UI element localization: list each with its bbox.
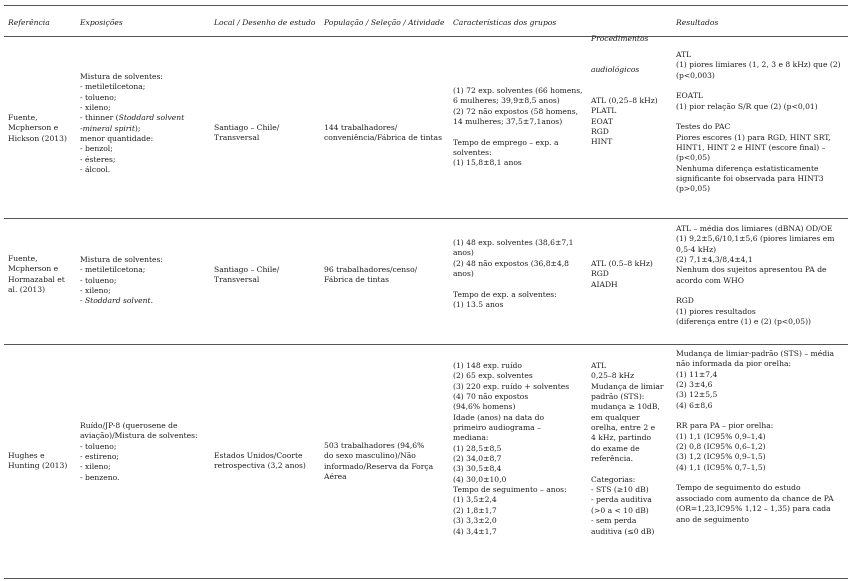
cell-populacao — [324, 265, 417, 286]
cell-populacao — [324, 123, 442, 144]
resultados-line — [676, 286, 834, 296]
caracteristicas-line: (1) 48 exp. solventes (38,6±7,1 — [453, 238, 574, 247]
populacao-line: Fábrica de tintas — [324, 275, 390, 285]
local-line: Santiago – Chile/ — [214, 265, 280, 274]
procedimentos-line — [591, 464, 664, 474]
caracteristicas-line: Idade (anos) na data do — [453, 412, 545, 422]
procedimentos-line: - perda auditiva — [591, 495, 652, 505]
table-bottom-rule — [4, 578, 848, 579]
resultados-line: 0,5-4 kHz) — [676, 244, 717, 254]
procedimentos-line: padrão (STS): — [591, 392, 645, 402]
text-segment: ); — [134, 123, 141, 133]
procedimentos-line: AIADH — [591, 279, 618, 289]
procedimentos-line: 4 kHz, partindo — [591, 433, 652, 443]
header-resultados: Resultados — [676, 18, 719, 27]
caracteristicas-line: 6 mulheres; 39,9±8,5 anos) — [453, 96, 560, 106]
referencia-line: Fuente, — [8, 113, 38, 122]
resultados-line: HINT1, HINT 2 e HINT (escore final) – — [676, 143, 826, 153]
local-line: Transversal — [214, 133, 260, 143]
caracteristicas-line: (2) 65 exp. solventes — [453, 371, 533, 381]
resultados-line — [676, 473, 834, 483]
row-divider — [4, 344, 848, 345]
text-segment: - benzol; — [80, 144, 113, 154]
populacao-line: do sexo masculino)/Não — [324, 451, 416, 461]
text-segment: menor quantidade: — [80, 134, 154, 144]
resultados-line: (2) 3±4,6 — [676, 380, 713, 390]
cell-resultados — [676, 224, 834, 327]
exposicoes-line — [80, 255, 163, 265]
procedimentos-line: mudança ≥ 10dB, — [591, 402, 660, 412]
resultados-line: RGD — [676, 296, 694, 306]
caracteristicas-line: Tempo de exp. a solventes: — [453, 289, 557, 299]
exposicoes-line — [80, 165, 184, 175]
resultados-line: (1) 1,1 (IC95% 0,9–1,4) — [676, 431, 766, 441]
text-segment: - xileno; — [80, 286, 111, 296]
caracteristicas-line: (2) 34,0±8,7 — [453, 454, 502, 464]
procedimentos-line: Categorias: — [591, 474, 636, 484]
caracteristicas-line: Tempo de emprego – exp. a — [453, 137, 559, 147]
resultados-line: significante foi observada para HINT3 — [676, 174, 824, 184]
referencia-line: Hunting (2013) — [8, 461, 68, 471]
cell-procedimentos — [591, 96, 658, 148]
resultados-line: Nenhum dos sujeitos apresentou PA de — [676, 265, 827, 275]
referencia-line: Hormazabal et — [8, 274, 65, 284]
resultados-line: ano de seguimento — [676, 514, 749, 524]
cell-exposicoes — [80, 421, 198, 483]
resultados-line: (2) 7,1±4,3/8,4±4,1 — [676, 255, 753, 265]
resultados-line — [676, 81, 841, 91]
caracteristicas-line: (3) 220 exp. ruído + solventes — [453, 381, 570, 391]
cell-exposicoes — [80, 72, 184, 175]
populacao-line: 144 trabalhadores/ — [324, 123, 398, 132]
procedimentos-line: (>0 a < 10 dB) — [591, 505, 649, 515]
text-segment: Mistura de solventes: — [80, 255, 163, 264]
table-top-rule — [4, 5, 848, 6]
exposicoes-line — [80, 113, 184, 123]
caracteristicas-line: (4) 30,0±10,0 — [453, 474, 507, 484]
exposicoes-line — [80, 431, 198, 441]
caracteristicas-line: anos) — [453, 248, 474, 258]
caracteristicas-line: (94,6% homens) — [453, 402, 516, 412]
local-line: Transversal — [214, 275, 260, 285]
caracteristicas-line: solventes: — [453, 148, 492, 158]
resultados-line: ATL — [676, 50, 692, 59]
cell-exposicoes — [80, 255, 163, 307]
resultados-line: (4) 6±8,6 — [676, 400, 713, 410]
caracteristicas-line: (1) 28,5±8,5 — [453, 443, 502, 453]
cell-procedimentos — [591, 259, 653, 290]
header-procedimentos-line: Procedimentos — [591, 33, 649, 43]
text-segment: aviação)/Mistura de solventes: — [80, 431, 198, 441]
cell-procedimentos — [591, 361, 664, 537]
caracteristicas-line: (2) 72 não expostos (58 homens, — [453, 106, 579, 116]
text-segment: - tolueno; — [80, 275, 117, 285]
exposicoes-line — [80, 82, 184, 92]
text-segment: . — [150, 296, 154, 306]
text-segment: - álcool. — [80, 165, 111, 175]
resultados-line: Testes do PAC — [676, 122, 731, 132]
exposicoes-line — [80, 103, 184, 113]
header-populacao: População / Seleção / Atividade — [324, 18, 445, 27]
text-segment: - metiletilcetona; — [80, 82, 146, 92]
header-local: Local / Desenho de estudo — [214, 18, 316, 27]
exposicoes-line — [80, 296, 163, 306]
exposicoes-line — [80, 286, 163, 296]
procedimentos-line: - STS (≥10 dB) — [591, 485, 649, 495]
cell-local — [214, 265, 279, 286]
cell-referencia — [8, 113, 67, 144]
cell-local — [214, 451, 306, 472]
procedimentos-line: HINT — [591, 137, 613, 147]
caracteristicas-line: (1) 3,5±2,4 — [453, 495, 497, 505]
exposicoes-line — [80, 276, 163, 286]
resultados-line: (p<0,003) — [676, 70, 715, 80]
caracteristicas-line: Tempo de seguimento – anos: — [453, 485, 567, 495]
procedimentos-line: ATL (0.5–8 kHz) — [591, 259, 653, 268]
resultados-line: (OR=1,23,IC95% 1,12 – 1,35) para cada — [676, 504, 831, 514]
referencia-line: Mcpherson e — [8, 264, 59, 274]
referencia-line: Mcpherson e — [8, 123, 59, 133]
text-segment: - benzeno. — [80, 472, 120, 482]
exposicoes-line — [80, 421, 198, 431]
resultados-line: (1) 9,2±5,6/10,1±5,6 (piores limiares em — [676, 234, 835, 244]
referencia-line: Fuente, — [8, 254, 38, 263]
caracteristicas-line: (1) 13.5 anos — [453, 300, 504, 310]
resultados-line: Piores escores (1) para RGD, HINT SRT, — [676, 132, 831, 142]
exposicoes-line — [80, 155, 184, 165]
resultados-line: (1) piores limiares (1, 2, 3 e 8 kHz) que (2) — [676, 60, 841, 70]
local-line: Estados Unidos/Coorte — [214, 451, 303, 460]
exposicoes-line — [80, 134, 184, 144]
procedimentos-line: ATL (0,25–8 kHz) — [591, 96, 658, 105]
header-caracteristicas: Características dos grupos — [453, 18, 557, 27]
text-segment: - tolueno; — [80, 92, 117, 102]
procedimentos-line: EOAT — [591, 116, 613, 126]
text-segment: - xileno; — [80, 462, 111, 472]
procedimentos-line: do exame de — [591, 443, 640, 453]
cell-referencia — [8, 254, 65, 295]
caracteristicas-line: 14 mulheres; 37,5±7,1anos) — [453, 117, 563, 127]
caracteristicas-line: (1) 148 exp. ruído — [453, 361, 522, 370]
caracteristicas-line: mediana: — [453, 433, 489, 443]
exposicoes-line — [80, 144, 184, 154]
resultados-line: (1) pior relação S/R que (2) (p<0,01) — [676, 101, 818, 111]
populacao-line: informado/Reserva da Força — [324, 461, 434, 471]
exposicoes-line — [80, 124, 184, 134]
resultados-line: (p<0,05) — [676, 153, 711, 163]
caracteristicas-line — [453, 279, 573, 289]
italic-segment: Stoddard solvent — [118, 113, 185, 123]
text-segment: - thinner ( — [80, 113, 119, 123]
italic-segment: -mineral spirit — [80, 123, 135, 133]
cell-resultados — [676, 50, 841, 195]
procedimentos-line: - sem perda — [591, 516, 637, 526]
cell-referencia — [8, 451, 67, 472]
populacao-line: 96 trabalhadores/censo/ — [324, 265, 418, 274]
local-line: Santiago – Chile/ — [214, 123, 280, 132]
caracteristicas-line: (3) 30,5±8,4 — [453, 464, 502, 474]
text-segment: - metiletilcetona; — [80, 265, 146, 275]
text-segment: Mistura de solventes: — [80, 72, 163, 81]
resultados-line: (1) piores resultados — [676, 306, 756, 316]
caracteristicas-line: (4) 70 não expostos — [453, 392, 529, 402]
text-segment: - xileno; — [80, 103, 111, 113]
caracteristicas-line: anos) — [453, 269, 474, 279]
exposicoes-line — [80, 72, 184, 82]
header-rule — [4, 36, 848, 37]
resultados-line: acordo com WHO — [676, 275, 744, 285]
referencia-line: Hickson (2013) — [8, 133, 67, 143]
exposicoes-line — [80, 93, 184, 103]
cell-caracteristicas — [453, 238, 573, 310]
caracteristicas-line: (2) 1,8±1,7 — [453, 505, 497, 515]
procedimentos-line: RGD — [591, 269, 609, 279]
procedimentos-line: em qualquer — [591, 412, 640, 422]
resultados-line: (diferença entre (1) e (2) (p<0,05)) — [676, 317, 812, 327]
resultados-line: (3) 1,2 (IC95% 0,9–1,5) — [676, 452, 766, 462]
text-segment: - — [80, 296, 85, 306]
resultados-line: associado com aumento da chance de PA — [676, 493, 834, 503]
header-procedimentos-line: audiológicos — [591, 64, 640, 74]
resultados-line: Tempo de seguimento do estudo — [676, 483, 801, 493]
procedimentos-line: RGD — [591, 127, 609, 137]
populacao-line: 503 trabalhadores (94,6% — [324, 441, 425, 450]
exposicoes-line — [80, 452, 198, 462]
exposicoes-line — [80, 462, 198, 472]
populacao-line: conveniência/Fábrica de tintas — [324, 133, 442, 143]
referencia-line: al. (2013) — [8, 285, 46, 295]
row-divider — [4, 218, 848, 219]
procedimentos-line: 0,25–8 kHz — [591, 371, 635, 381]
exposicoes-line — [80, 265, 163, 275]
cell-populacao — [324, 441, 433, 482]
procedimentos-line: referência. — [591, 454, 634, 464]
procedimentos-line: Mudança de limiar — [591, 381, 664, 391]
resultados-line: Nenhuma diferença estatisticamente — [676, 163, 819, 173]
header-referencia: Referência — [8, 18, 50, 27]
text-segment: - estireno; — [80, 452, 119, 462]
referencia-line: Hughes e — [8, 451, 45, 460]
caracteristicas-line: (2) 48 não expostos (36,8±4,8 — [453, 258, 570, 268]
caracteristicas-line: (3) 3,3±2,0 — [453, 516, 497, 526]
exposicoes-line — [80, 442, 198, 452]
caracteristicas-line — [453, 127, 583, 137]
resultados-line: ATL – média dos limiares (dBNA) OD/OE — [676, 224, 833, 233]
resultados-line: Mudança de limiar-padrão (STS) – média — [676, 349, 835, 358]
caracteristicas-line: (1) 15,8±8,1 anos — [453, 158, 522, 168]
cell-caracteristicas — [453, 86, 583, 169]
text-segment: Ruído/JP-8 (querosene de — [80, 421, 178, 430]
resultados-line: (3) 12±5,5 — [676, 390, 718, 400]
procedimentos-line: PLATL — [591, 106, 617, 116]
italic-segment: Stoddard solvent — [84, 296, 151, 306]
caracteristicas-line: (1) 72 exp. solventes (66 homens, — [453, 86, 583, 95]
resultados-line: RR para PA – pior orelha: — [676, 421, 774, 431]
procedimentos-line: orelha, entre 2 e — [591, 423, 656, 433]
resultados-line: (p>0,05) — [676, 184, 711, 194]
resultados-line: (2) 0,8 (IC95% 0,6–1,2) — [676, 442, 766, 452]
text-segment: - tolueno; — [80, 441, 117, 451]
text-segment: - ésteres; — [80, 154, 116, 164]
exposicoes-line — [80, 473, 198, 483]
cell-local — [214, 123, 279, 144]
resultados-line: não informada da pior orelha: — [676, 359, 792, 369]
header-exposicoes: Exposições — [80, 18, 123, 27]
resultados-line — [676, 411, 834, 421]
resultados-line: (4) 1,1 (IC95% 0,7–1,5) — [676, 462, 766, 472]
resultados-line: (1) 11±7,4 — [676, 369, 718, 379]
resultados-line — [676, 112, 841, 122]
procedimentos-line: auditiva (≤0 dB) — [591, 526, 655, 536]
cell-resultados — [676, 349, 834, 525]
populacao-line: Aérea — [324, 472, 347, 482]
caracteristicas-line: (4) 3,4±1,7 — [453, 526, 497, 536]
cell-caracteristicas — [453, 361, 569, 537]
header-procedimentos — [591, 13, 648, 96]
procedimentos-line: ATL — [591, 361, 607, 370]
resultados-line: EOATL — [676, 91, 703, 101]
caracteristicas-line: primeiro audiograma – — [453, 423, 541, 433]
local-line: retrospectiva (3,2 anos) — [214, 461, 306, 471]
